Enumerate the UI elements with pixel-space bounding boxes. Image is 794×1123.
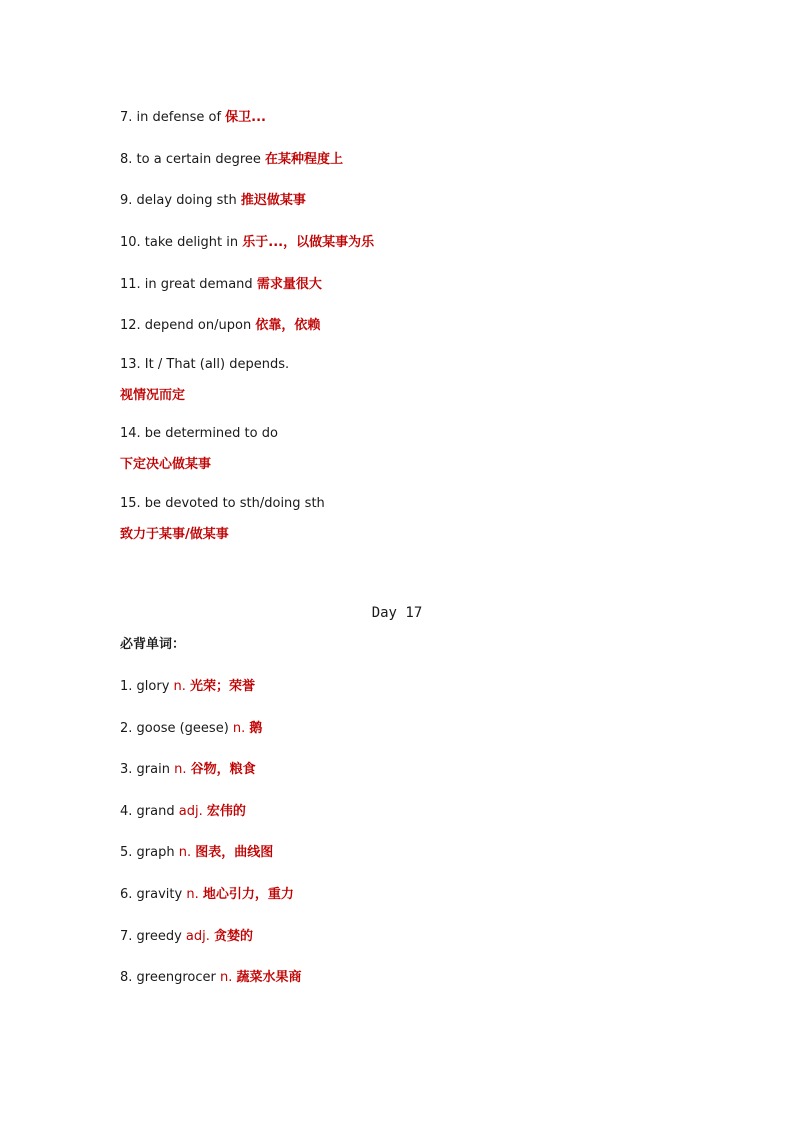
phrase-english: 7. in defense of bbox=[120, 110, 226, 125]
word-chinese: 鹅 bbox=[249, 721, 263, 736]
phrase-item bbox=[120, 234, 374, 252]
word-item bbox=[120, 720, 262, 738]
word-item bbox=[120, 886, 294, 904]
phrase-english: 8. to a certain degree bbox=[120, 152, 266, 167]
word-chinese: 光荣；荣誉 bbox=[190, 679, 256, 694]
word-english: 2. goose (geese) bbox=[120, 721, 233, 736]
word-pos: adj. bbox=[185, 929, 215, 944]
phrase-item bbox=[120, 317, 320, 335]
phrase-chinese: 下定决心做某事 bbox=[120, 457, 212, 472]
word-pos: n. bbox=[186, 887, 203, 902]
phrase-english-line bbox=[120, 495, 325, 513]
word-pos: n. bbox=[219, 970, 237, 985]
phrase-chinese-line bbox=[120, 387, 185, 405]
word-pos: n. bbox=[174, 762, 191, 777]
word-item bbox=[120, 928, 253, 946]
phrase-english: 11. in great demand bbox=[120, 277, 257, 292]
day-title: Day 17 bbox=[371, 605, 423, 621]
word-chinese: 宏伟的 bbox=[206, 804, 246, 819]
section-label: 必背单词： bbox=[120, 637, 186, 652]
word-item bbox=[120, 803, 246, 821]
word-item bbox=[120, 969, 302, 987]
phrase-chinese: 视情况而定 bbox=[120, 388, 186, 403]
word-pos: n. bbox=[232, 721, 250, 736]
word-pos: n. bbox=[173, 679, 191, 694]
phrase-chinese: 依靠，依赖 bbox=[255, 318, 321, 333]
word-english: 4. grand bbox=[120, 804, 179, 819]
word-chinese: 蔬菜水果商 bbox=[236, 970, 302, 985]
word-english: 1. glory bbox=[120, 679, 174, 694]
phrase-english-line bbox=[120, 425, 278, 443]
phrase-english: 13. It / That (all) depends. bbox=[120, 357, 290, 372]
phrase-english: 10. take delight in bbox=[120, 235, 243, 250]
word-english: 6. gravity bbox=[120, 887, 187, 902]
word-pos: adj. bbox=[178, 804, 207, 819]
phrase-english: 9. delay doing sth bbox=[120, 193, 241, 208]
phrase-english-line bbox=[120, 356, 289, 374]
phrase-item bbox=[120, 109, 266, 127]
phrase-chinese: 致力于某事/做某事 bbox=[120, 527, 229, 542]
word-item bbox=[120, 678, 255, 696]
word-english: 8. greengrocer bbox=[120, 970, 220, 985]
phrase-item bbox=[120, 151, 343, 169]
phrase-item bbox=[120, 192, 306, 210]
word-chinese: 地心引力，重力 bbox=[202, 887, 294, 902]
word-chinese: 贪婪的 bbox=[214, 929, 254, 944]
phrase-item bbox=[120, 276, 322, 294]
phrase-english: 15. be devoted to sth/doing sth bbox=[120, 496, 325, 511]
phrase-chinese: 推迟做某事 bbox=[240, 193, 306, 208]
phrase-chinese-line bbox=[120, 526, 229, 544]
phrase-chinese: 乐于...，以做某事为乐 bbox=[242, 235, 375, 250]
phrase-chinese-line bbox=[120, 456, 211, 474]
word-english: 5. graph bbox=[120, 845, 179, 860]
phrase-english: 12. depend on/upon bbox=[120, 318, 256, 333]
word-english: 3. grain bbox=[120, 762, 175, 777]
phrase-chinese: 需求量很大 bbox=[256, 277, 322, 292]
word-item bbox=[120, 844, 273, 862]
phrase-chinese: 保卫... bbox=[225, 110, 266, 125]
word-chinese: 图表，曲线图 bbox=[195, 845, 274, 860]
word-chinese: 谷物，粮食 bbox=[190, 762, 256, 777]
phrase-english: 14. be determined to do bbox=[120, 426, 278, 441]
phrase-chinese: 在某种程度上 bbox=[265, 152, 344, 167]
word-item bbox=[120, 761, 256, 779]
word-english: 7. greedy bbox=[120, 929, 186, 944]
word-pos: n. bbox=[178, 845, 196, 860]
